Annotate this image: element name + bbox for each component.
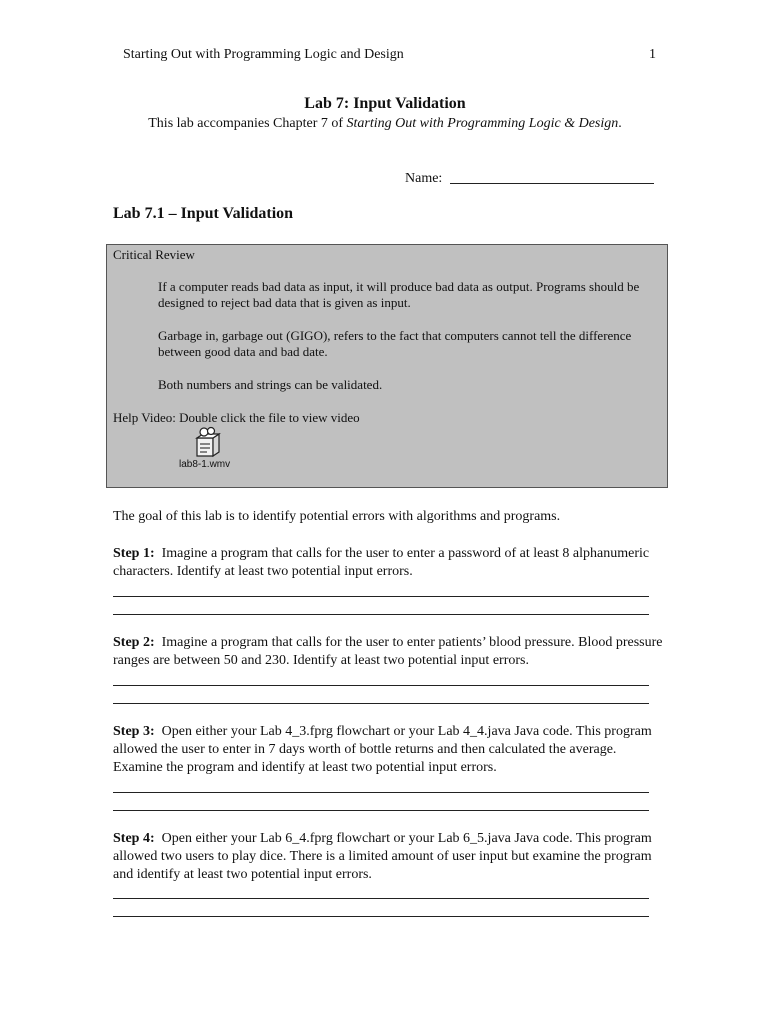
step-text: Open either your Lab 4_3.fprg flowchart or your Lab 4_4.java Java code. This program allowed the user to enter in 7 days worth of bottle returns and then calculated the average. Examine the program and identify at least two potential input errors. xyxy=(113,724,652,775)
step-text: Open either your Lab 6_4.fprg flowchart or your Lab 6_5.java Java code. This program allowed two users to play dice. There is a limited amount of user input but examine the program and identify at least two potential input errors. xyxy=(113,831,652,882)
video-file-label[interactable]: lab8-1.wmv xyxy=(179,459,231,470)
step-label: Step 1: xyxy=(113,546,155,561)
step-1 xyxy=(113,545,663,581)
help-video-text: Help Video: Double click the file to view video xyxy=(113,410,360,425)
answer-line[interactable] xyxy=(113,614,649,615)
answer-line[interactable] xyxy=(113,596,649,597)
step-2 xyxy=(113,634,663,670)
lab-subtitle xyxy=(0,116,770,132)
answer-line[interactable] xyxy=(113,810,649,811)
name-field xyxy=(405,169,654,187)
name-label: Name: xyxy=(405,171,443,186)
step-text: Imagine a program that calls for the user to enter a password of at least 8 alphanumeric characters. Identify at least two potential input errors. xyxy=(113,546,650,579)
review-point: If a computer reads bad data as input, it will produce bad data as output. Programs should be designed to reject bad data that is given as input. xyxy=(158,279,640,310)
critical-review-box xyxy=(106,244,668,488)
step-text: Imagine a program that calls for the user to enter patients’ blood pressure. Blood pressure ranges are between 50 and 230. Identify at least two potential input errors. xyxy=(113,635,663,668)
step-4 xyxy=(113,830,663,884)
page-number: 1 xyxy=(649,47,656,62)
subtitle-suffix: . xyxy=(618,116,622,131)
section-heading: Lab 7.1 – Input Validation xyxy=(113,205,294,222)
answer-line[interactable] xyxy=(113,898,649,899)
review-point: Both numbers and strings can be validated. xyxy=(158,377,383,392)
answer-line[interactable] xyxy=(113,685,649,686)
subtitle-book: Starting Out with Programming Logic & Design xyxy=(346,116,619,131)
answer-line[interactable] xyxy=(113,703,649,704)
review-point: Garbage in, garbage out (GIGO), refers to the fact that computers cannot tell the difference between good data and bad date. xyxy=(158,328,632,359)
running-header-title: Starting Out with Programming Logic and Design xyxy=(123,47,404,62)
answer-line[interactable] xyxy=(113,792,649,793)
step-label: Step 4: xyxy=(113,831,155,846)
name-blank-line[interactable] xyxy=(450,169,654,184)
critical-review-title: Critical Review xyxy=(113,247,195,262)
answer-line[interactable] xyxy=(113,916,649,917)
goal-text: The goal of this lab is to identify potential errors with algorithms and programs. xyxy=(113,509,561,524)
step-label: Step 2: xyxy=(113,635,155,650)
step-3 xyxy=(113,723,663,777)
lab-title: Lab 7: Input Validation xyxy=(304,95,466,112)
step-label: Step 3: xyxy=(113,724,155,739)
subtitle-prefix: This lab accompanies Chapter 7 of xyxy=(148,116,347,131)
video-file-icon[interactable] xyxy=(191,426,223,458)
